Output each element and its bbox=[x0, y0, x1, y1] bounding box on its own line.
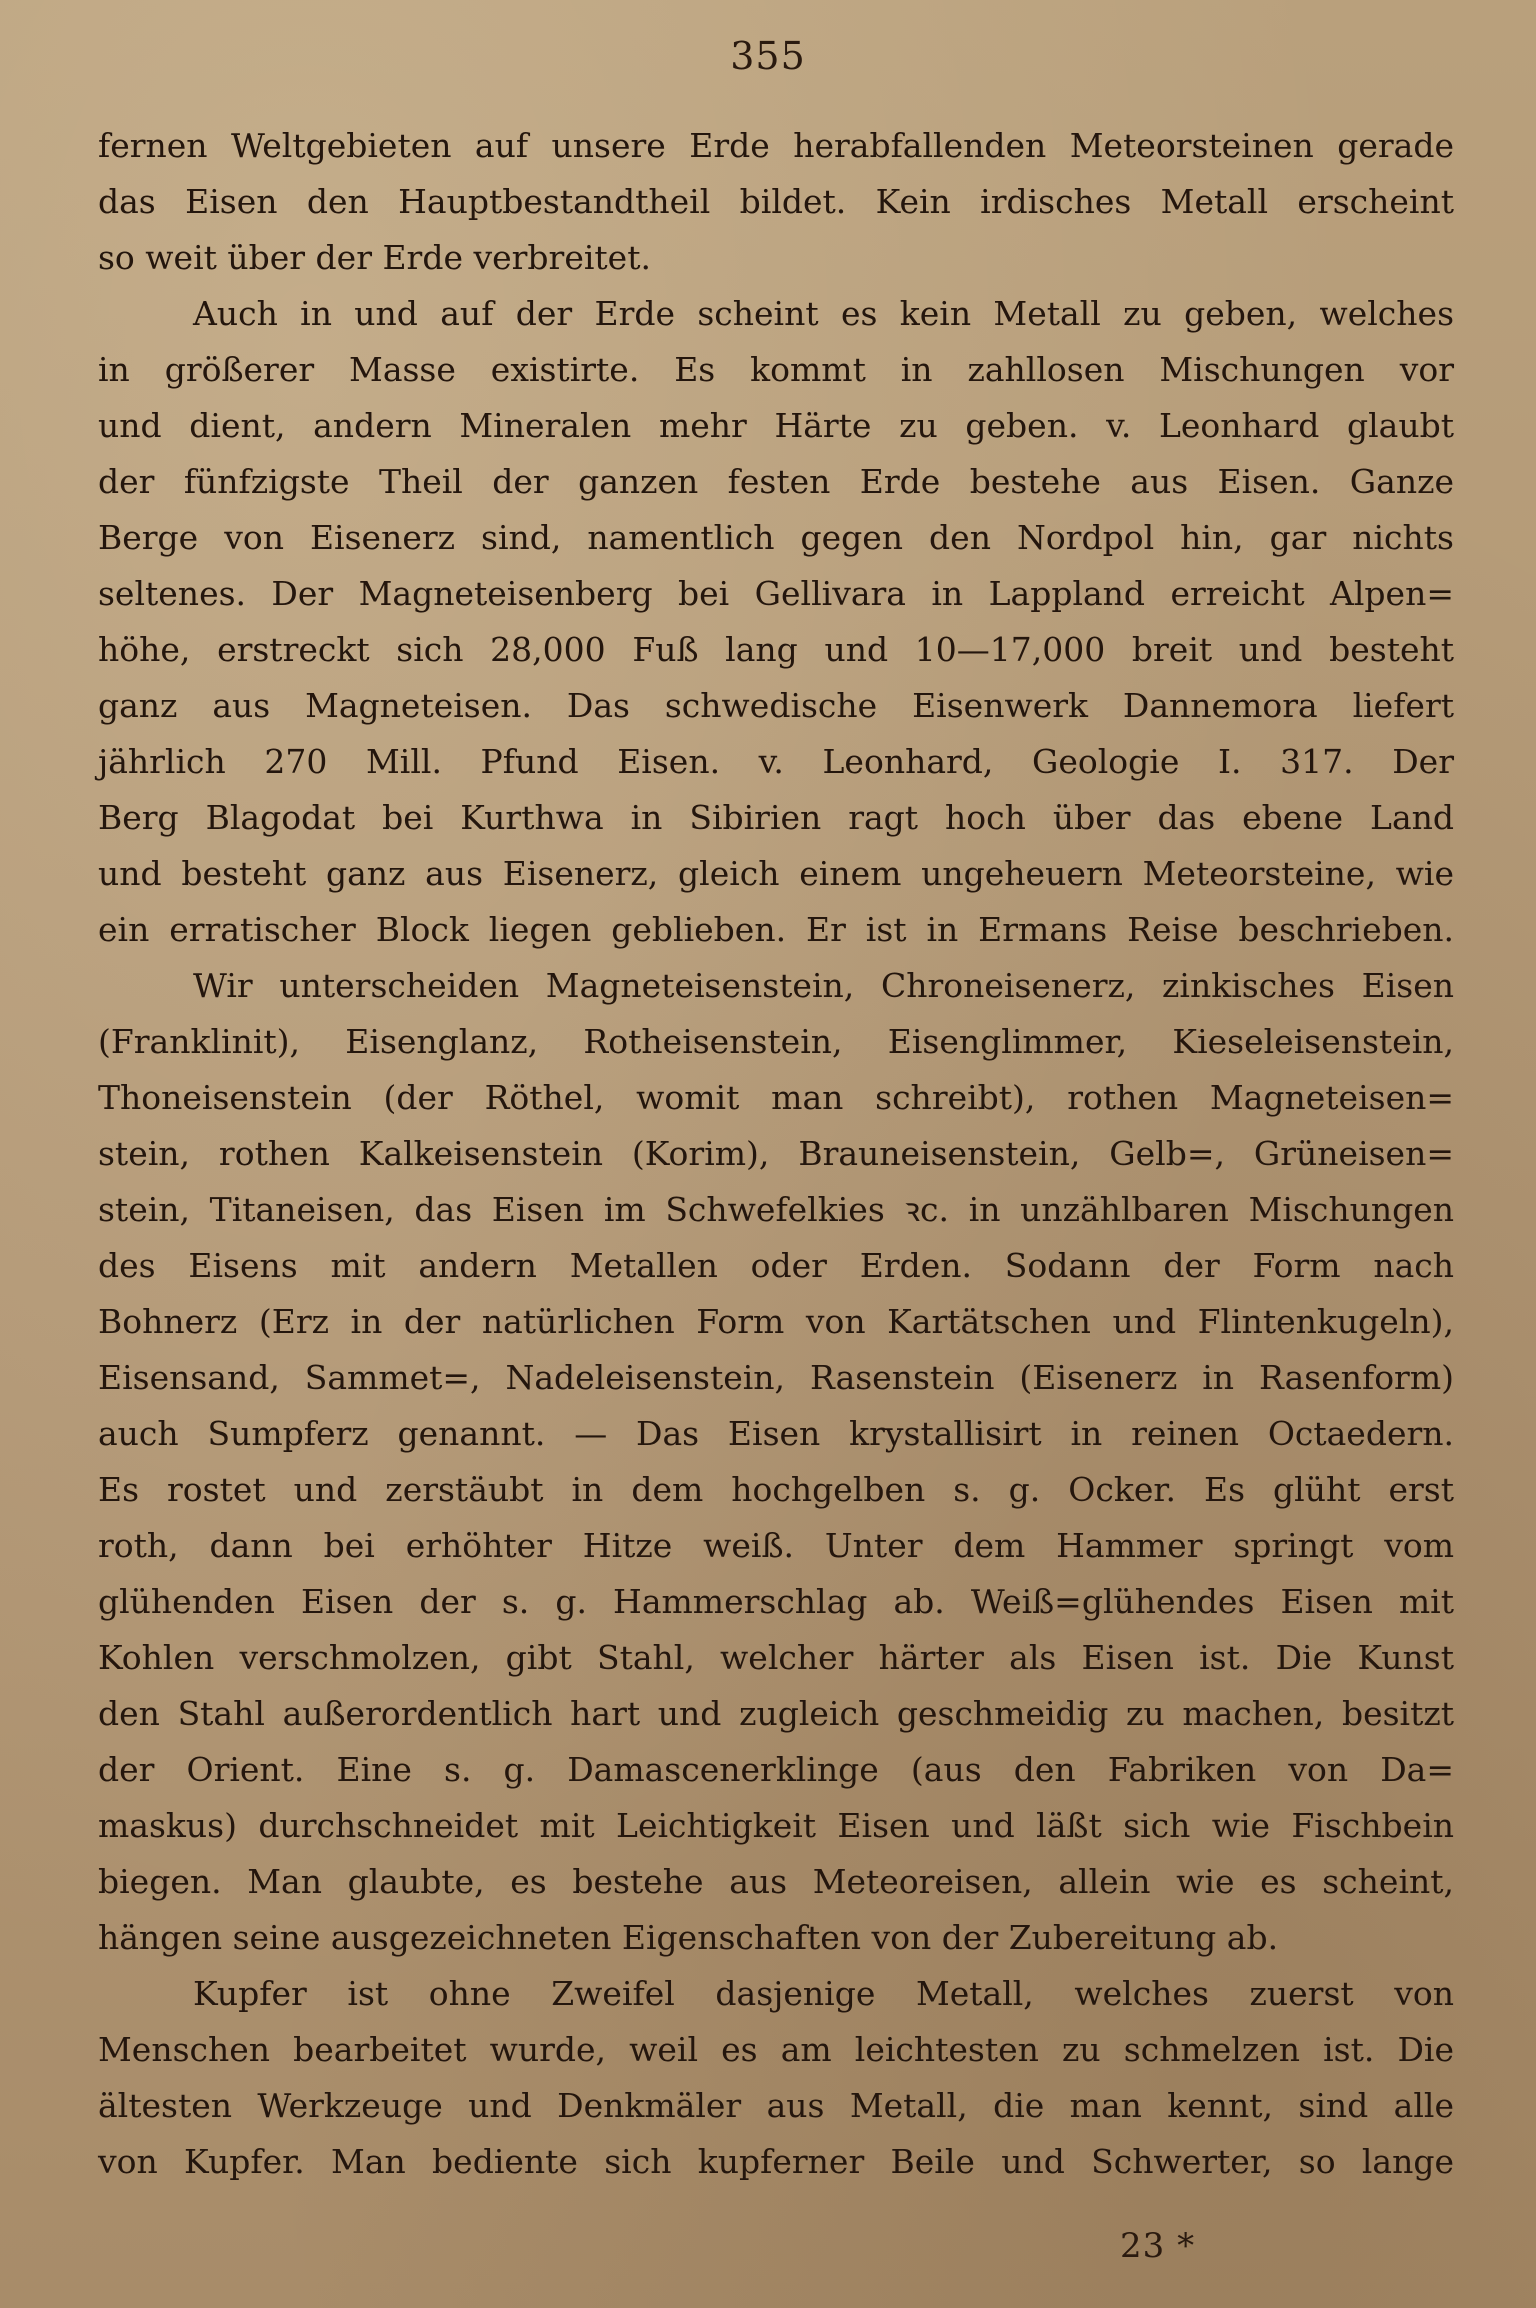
text-line: roth, dann bei erhöhter Hitze weiß. Unter dem Hammer springt vom bbox=[98, 1526, 1454, 1565]
text-line: Es rostet und zerstäubt in dem hochgelben s. g. Ocker. Es glüht erst bbox=[98, 1470, 1454, 1509]
signature-mark: 23 * bbox=[1120, 2226, 1196, 2266]
text-line: Kohlen verschmolzen, gibt Stahl, welcher härter als Eisen ist. Die Kunst bbox=[98, 1638, 1454, 1677]
text-line: fernen Weltgebieten auf unsere Erde herabfallenden Meteorsteinen gerade bbox=[98, 126, 1454, 165]
text-line: Bohnerz (Erz in der natürlichen Form von Kartätschen und Flintenkugeln), bbox=[98, 1302, 1454, 1341]
text-line: ältesten Werkzeuge und Denkmäler aus Metall, die man kennt, sind alle bbox=[98, 2086, 1454, 2125]
text-line: und dient, andern Mineralen mehr Härte zu geben. v. Leonhard glaubt bbox=[98, 406, 1454, 445]
text-line: stein, rothen Kalkeisenstein (Korim), Brauneisenstein, Gelb=, Grüneisen= bbox=[98, 1134, 1454, 1173]
text-line: Wir unterscheiden Magneteisenstein, Chroneisenerz, zinkisches Eisen bbox=[193, 966, 1454, 1005]
body-text bbox=[98, 118, 1454, 2190]
text-line: den Stahl außerordentlich hart und zugleich geschmeidig zu machen, besitzt bbox=[98, 1694, 1454, 1733]
text-line: Auch in und auf der Erde scheint es kein Metall zu geben, welches bbox=[193, 294, 1454, 333]
text-line: biegen. Man glaubte, es bestehe aus Meteoreisen, allein wie es scheint, bbox=[98, 1862, 1454, 1901]
page-number: 355 bbox=[730, 34, 806, 78]
text-line: jährlich 270 Mill. Pfund Eisen. v. Leonhard, Geologie I. 317. Der bbox=[98, 742, 1454, 781]
text-line: Eisensand, Sammet=, Nadeleisenstein, Rasenstein (Eisenerz in Rasenform) bbox=[98, 1358, 1454, 1397]
text-line: Kupfer ist ohne Zweifel dasjenige Metall, welches zuerst von bbox=[193, 1974, 1454, 2013]
text-line: das Eisen den Hauptbestandtheil bildet. Kein irdisches Metall erscheint bbox=[98, 182, 1454, 221]
text-line: Thoneisenstein (der Röthel, womit man schreibt), rothen Magneteisen= bbox=[98, 1078, 1454, 1117]
text-line: glühenden Eisen der s. g. Hammerschlag ab. Weiß=glühendes Eisen mit bbox=[98, 1582, 1454, 1621]
text-line: stein, Titaneisen, das Eisen im Schwefelkies ꝛc. in unzählbaren Mischungen bbox=[98, 1190, 1454, 1229]
text-line: der fünfzigste Theil der ganzen festen Erde bestehe aus Eisen. Ganze bbox=[98, 462, 1454, 501]
text-line: in größerer Masse existirte. Es kommt in zahllosen Mischungen vor bbox=[98, 350, 1454, 389]
text-line: Berg Blagodat bei Kurthwa in Sibirien ragt hoch über das ebene Land bbox=[98, 798, 1454, 837]
text-line: hängen seine ausgezeichneten Eigenschaften von der Zubereitung ab. bbox=[98, 1918, 1279, 1957]
text-line: der Orient. Eine s. g. Damascenerklinge (aus den Fabriken von Da= bbox=[98, 1750, 1454, 1789]
text-line: des Eisens mit andern Metallen oder Erden. Sodann der Form nach bbox=[98, 1246, 1454, 1285]
text-line: (Franklinit), Eisenglanz, Rotheisenstein, Eisenglimmer, Kieseleisenstein, bbox=[98, 1022, 1454, 1061]
text-line: ganz aus Magneteisen. Das schwedische Eisenwerk Dannemora liefert bbox=[98, 686, 1454, 725]
text-line: höhe, erstreckt sich 28,000 Fuß lang und 10—17,000 breit und besteht bbox=[98, 630, 1454, 669]
text-line: so weit über der Erde verbreitet. bbox=[98, 238, 651, 277]
text-line: und besteht ganz aus Eisenerz, gleich einem ungeheuern Meteorsteine, wie bbox=[98, 854, 1454, 893]
text-line: von Kupfer. Man bediente sich kupferner Beile und Schwerter, so lange bbox=[98, 2142, 1454, 2181]
text-line: Menschen bearbeitet wurde, weil es am leichtesten zu schmelzen ist. Die bbox=[98, 2030, 1454, 2069]
text-line: seltenes. Der Magneteisenberg bei Gellivara in Lappland erreicht Alpen= bbox=[98, 574, 1454, 613]
text-line: maskus) durchschneidet mit Leichtigkeit Eisen und läßt sich wie Fischbein bbox=[98, 1806, 1454, 1845]
text-line: auch Sumpferz genannt. — Das Eisen krystallisirt in reinen Octaedern. bbox=[98, 1414, 1454, 1453]
text-line: ein erratischer Block liegen geblieben. Er ist in Ermans Reise beschrieben. bbox=[98, 910, 1454, 949]
text-line: Berge von Eisenerz sind, namentlich gegen den Nordpol hin, gar nichts bbox=[98, 518, 1454, 557]
